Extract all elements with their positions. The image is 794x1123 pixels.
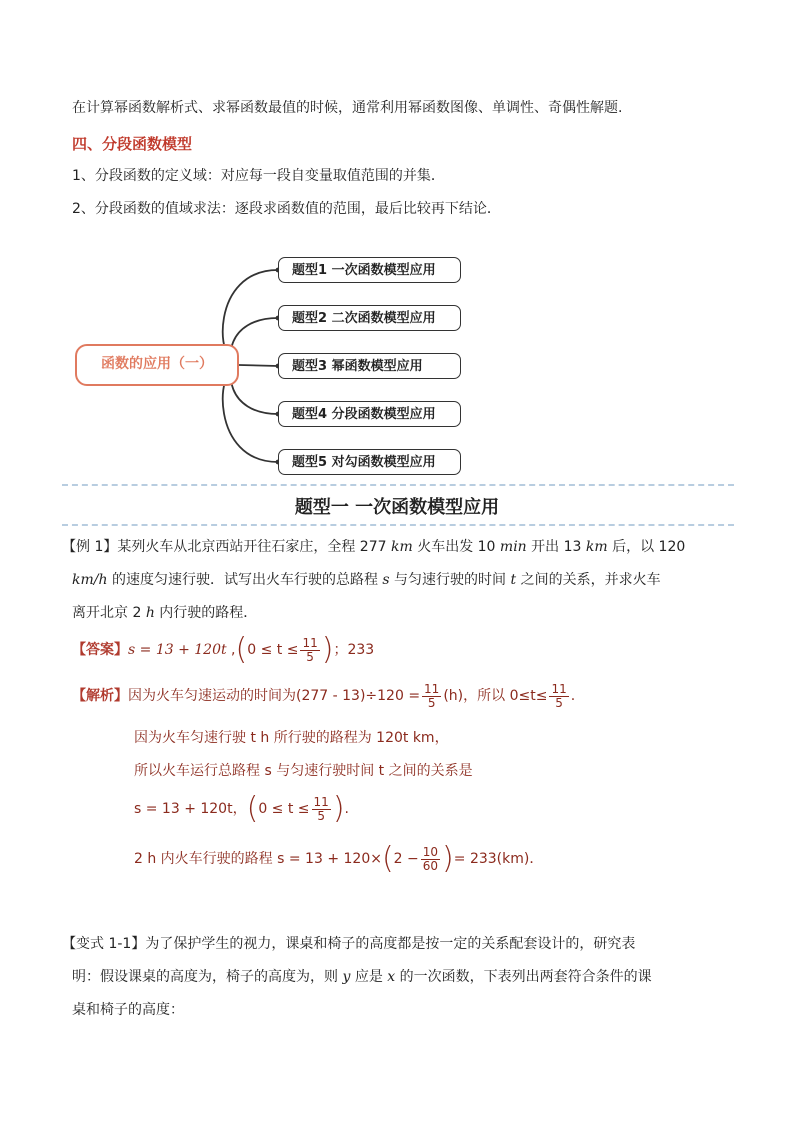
variant-line3: 桌和椅子的高度： (72, 1002, 184, 1018)
answer-tag: 【答案】 (72, 642, 128, 658)
mindmap-center-node: 函数的应用（一） (75, 344, 239, 386)
variant-tag: 【变式 1-1】 (62, 936, 146, 952)
answer-expr: s = 13 + 120t (128, 642, 227, 658)
analysis-fraction-4: $\frac{10}{60}$ (422, 844, 439, 873)
section-title: 题型一 一次函数模型应用 (294, 497, 500, 518)
mindmap-branch-3: 题型3 幂函数模型应用 (278, 353, 461, 379)
mindmap-branch-5: 题型5 对勾函数模型应用 (278, 449, 461, 475)
divider-bottom (62, 524, 734, 526)
analysis-line1: 【解析】 因为火车匀速运动的时间为(277 - 13)÷120 = $\frac{11}{5}$ (h)，所以 0≤t≤ $\frac{11}{5}$ . (72, 681, 576, 710)
intro-text: 在计算幂函数解析式、求幂函数最值的时候，通常利用幂函数图像、单调性、奇偶性解题. (72, 100, 623, 116)
section4-item2: 2、分段函数的值域求法：逐段求函数值的范围，最后比较再下结论． (72, 201, 501, 217)
example1-line2: km/h 的速度匀速行驶．试写出火车行驶的总路程 s 与匀速行驶的时间 t 之间的关系，并求火车 (72, 572, 661, 588)
section4-item1: 1、分段函数的定义域：对应每一段自变量取值范围的并集． (72, 168, 445, 184)
example1-tag: 【例 1】 (62, 539, 118, 555)
analysis-fraction-3: $\frac{11}{5}$ (313, 794, 329, 823)
analysis-tag: 【解析】 (72, 688, 128, 704)
divider-top (62, 484, 734, 486)
section4-title: 四、分段函数模型 (72, 135, 193, 153)
analysis-line5: 2 h 内火车行驶的路程 s = 13 + 120× ( 2 − $\frac{10}{60}$ ) = 233(km)． (134, 841, 544, 876)
mindmap-branch-2: 题型2 二次函数模型应用 (278, 305, 461, 331)
analysis-line3: 所以火车运行总路程 s 与匀速行驶时间 t 之间的关系是 (134, 763, 473, 779)
analysis-line2: 因为火车匀速行驶 t h 所行驶的路程为 120t km， (134, 730, 449, 746)
example1-line1: 【例 1】某列火车从北京西站开往石家庄，全程 277 km 火车出发 10 min 开出 13 km 后，以 120 (62, 539, 686, 555)
variant-line2: 明：假设课桌的高度为，椅子的高度为，则 y 应是 x 的一次函数，下表列出两套符合条件的课 (72, 969, 652, 985)
analysis-fraction-1: $\frac{11}{5}$ (424, 681, 440, 710)
example1-line3: 离开北京 2 h 内行驶的路程． (72, 605, 258, 621)
answer-fraction: $\frac{11}{5}$ (302, 635, 318, 664)
mindmap-branch-1: 题型1 一次函数模型应用 (278, 257, 461, 283)
answer-line: 【答案】 s = 13 + 120t , ( 0 ≤ t ≤ $\frac{11}{5}$ ) ；233 (72, 632, 375, 667)
analysis-fraction-2: $\frac{11}{5}$ (551, 681, 567, 710)
mindmap-branch-4: 题型4 分段函数模型应用 (278, 401, 461, 427)
variant-line1: 【变式 1-1】为了保护学生的视力，课桌和椅子的高度都是按一定的关系配套设计的，研究表 (62, 936, 636, 952)
analysis-line4: s = 13 + 120t， ( 0 ≤ t ≤ $\frac{11}{5}$ ) . (134, 791, 349, 826)
